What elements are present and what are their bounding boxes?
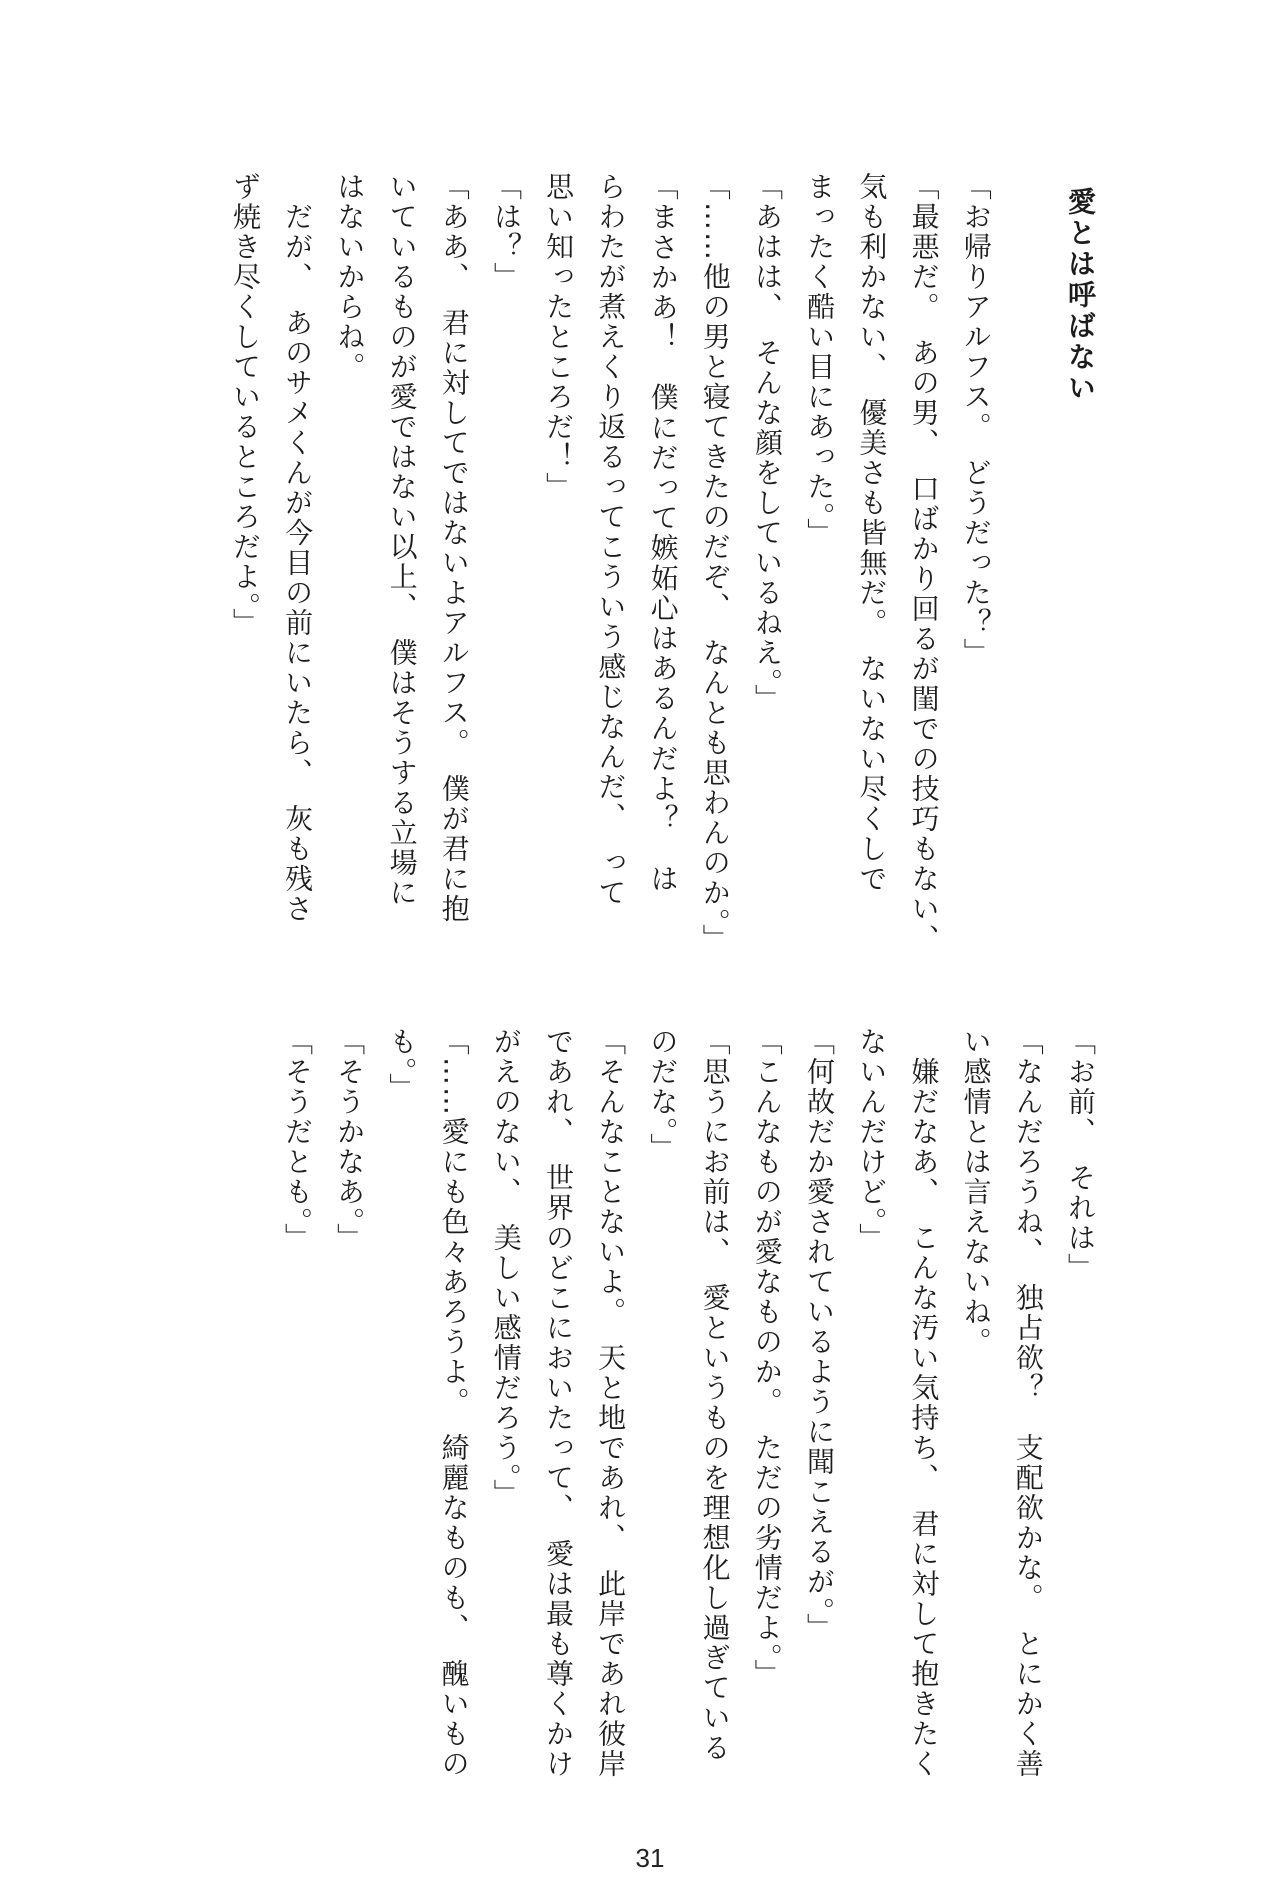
text-line: 「は？」 <box>489 172 523 292</box>
text-line: 「思うにお前は、 愛というものを理想化し過ぎている <box>698 1027 732 1763</box>
text-line: い感情とは言えないね。 <box>959 1027 993 1357</box>
text-line: だが、 あのサメくんが今目の前にいたら、 灰も残さ <box>281 172 315 924</box>
column-spacer <box>1002 172 1054 894</box>
text-line: であれ、 世界のどこにおいたって、 愛は最も尊くかけ <box>541 1027 575 1779</box>
text-line: 「あはは、 そんな顔をしているねえ。」 <box>750 172 784 714</box>
text-line: 気も利かない、 優美さも皆無だ。 ないない尽くしで <box>855 172 889 894</box>
text-line: 「そんなことないよ。 天と地であれ、 此岸であれ彼岸 <box>594 1027 628 1779</box>
text-line: まったく酷い目にあった。」 <box>803 172 837 548</box>
text-line: 「ああ、 君に対してではないよアルフス。 僕が君に抱 <box>437 172 471 924</box>
text-line: 「何故だか愛されているように聞こえるが。」 <box>802 1027 836 1643</box>
text-line: 「こんなものが愛なものか。 ただの劣情だよ。」 <box>750 1027 784 1689</box>
text-line: 「お前、 それは」 <box>1064 1027 1097 1283</box>
text-line: 「……愛にも色々あろうよ。 綺麗なものも、 醜いもの <box>437 1027 471 1779</box>
text-line: のだな。」 <box>646 1027 680 1163</box>
text-block-bottom <box>271 1027 1106 1779</box>
text-line: はないからね。 <box>333 172 367 382</box>
text-line: 「お帰りアルフス。 どうだった？」 <box>959 172 993 668</box>
text-line: らわたが煮えくり返るってこういう感じなんだ、 って <box>594 172 628 908</box>
page-number: 31 <box>635 1843 665 1873</box>
text-block-top <box>219 172 1106 954</box>
text-line: 「最悪だ。 あの男、 口ばかり回るが閨での技巧もない、 <box>907 172 941 954</box>
text-line: 「そうだとも。」 <box>280 1027 314 1253</box>
text-line: がえのない、 美しい感情だろう。」 <box>489 1027 523 1509</box>
text-line: 「なんだろうね、 独占欲？ 支配欲かな。 とにかく善 <box>1011 1027 1045 1779</box>
text-line: いているものが愛ではない以上、 僕はそうする立場に <box>385 172 419 908</box>
text-line: 「まさかあ！ 僕にだって嫉妬心はあるんだよ？ は <box>646 172 680 894</box>
text-line: 思い知ったところだ！」 <box>542 172 576 502</box>
chapter-title: 愛とは呼ばない <box>1064 187 1097 404</box>
text-line: 「そうかなあ。」 <box>333 1027 367 1253</box>
text-line: 嫌だなあ、 こんな汚い気持ち、 君に対して抱きたく <box>907 1027 941 1779</box>
text-line: ず焼き尽くしているところだよ。」 <box>228 172 262 638</box>
text-line: ないんだけど。」 <box>855 1027 889 1253</box>
text-line: 「……他の男と寝てきたのだぞ、 なんとも思わんのか。」 <box>698 172 732 954</box>
text-line: も。」 <box>385 1027 419 1103</box>
